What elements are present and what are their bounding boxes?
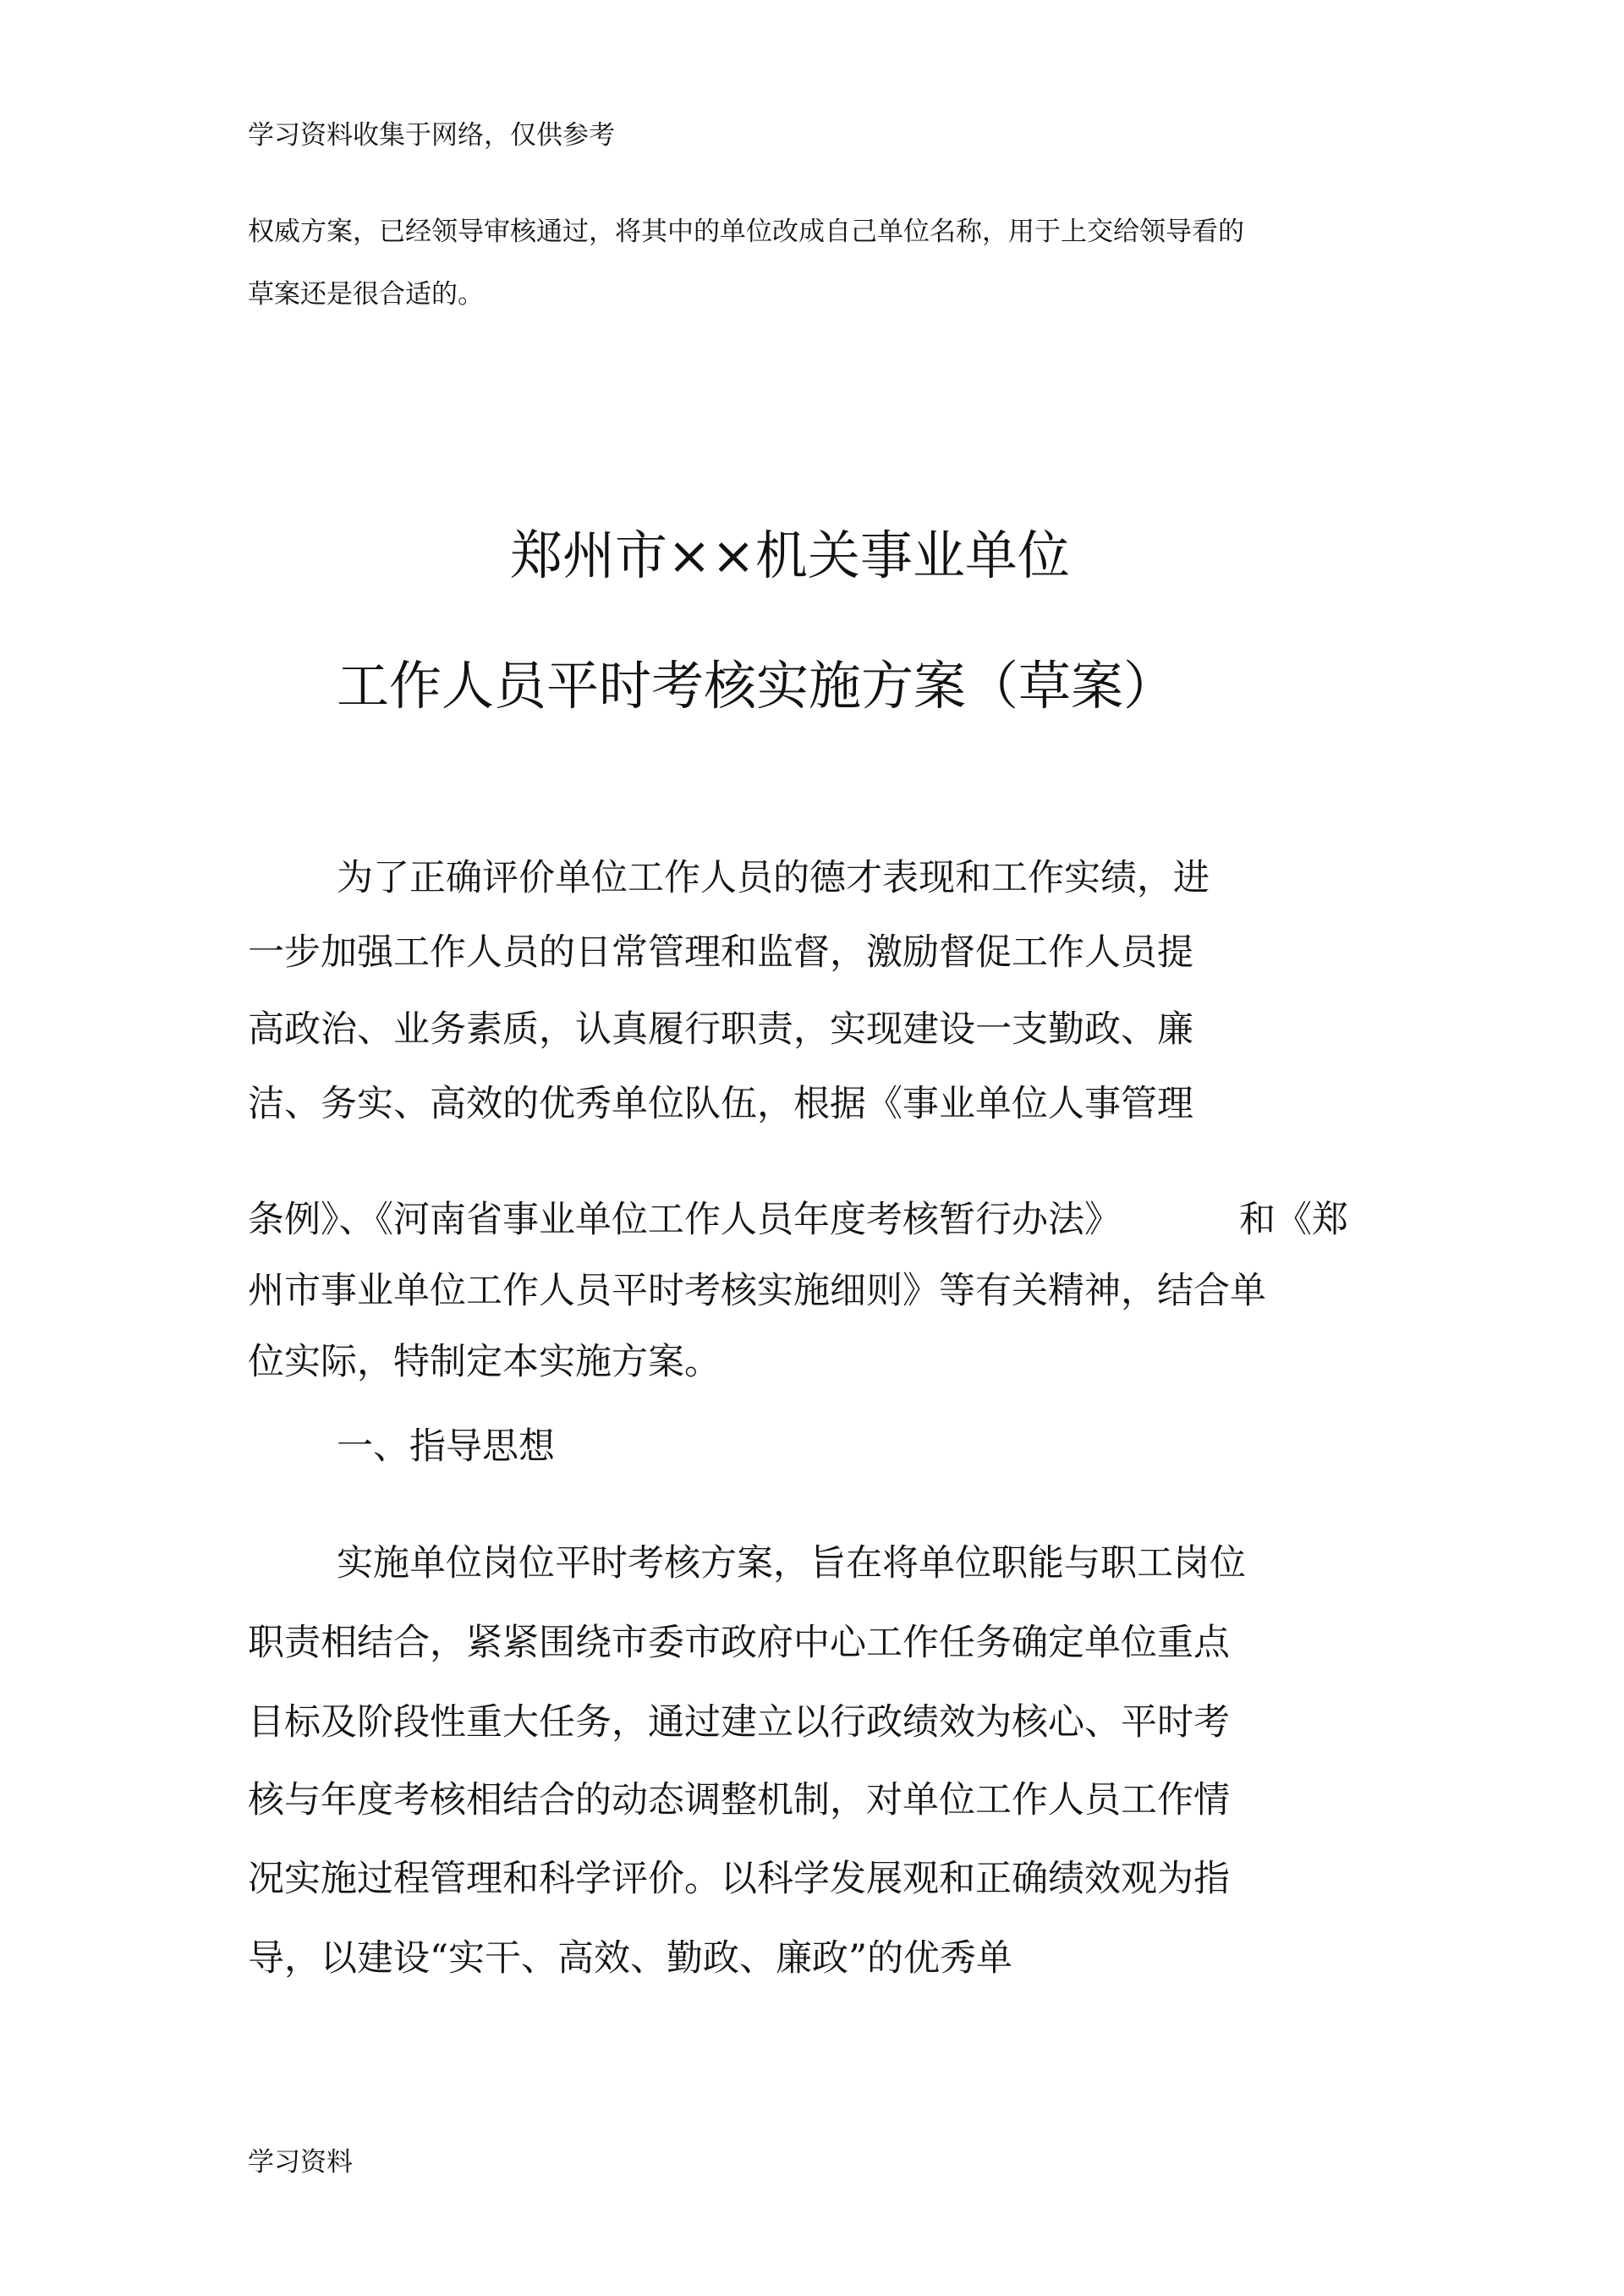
para1-cont-line-1-left: 条例》、《河南省事业单位工作人员年度考核暂行办法》	[248, 1199, 1121, 1241]
para1-line-2: 一步加强工作人员的日常管理和监督，激励督促工作人员提	[248, 931, 1193, 974]
para2-line-6: 导，以建设“实干、高效、勤政、廉政”的优秀单	[248, 1937, 1012, 1980]
para1-cont-line-3: 位实际，特制定本实施方案。	[248, 1341, 721, 1383]
para2-line-1: 实施单位岗位平时考核方案，旨在将单位职能与职工岗位	[337, 1542, 1246, 1585]
para1-line-4: 洁、务实、高效的优秀单位队伍，根据《事业单位人事管理	[248, 1083, 1193, 1125]
para2-line-2: 职责相结合，紧紧围绕市委市政府中心工作任务确定单位重点	[248, 1622, 1230, 1664]
para1-line-3: 高政治、业务素质，认真履行职责，实现建设一支勤政、廉	[248, 1008, 1193, 1051]
para2-line-3: 目标及阶段性重大任务，通过建立以行政绩效为核心、平时考	[248, 1701, 1230, 1744]
page-header-note: 学习资料收集于网络，仅供参考	[248, 120, 615, 151]
document-title-line-1: 郑州市××机关事业单位	[510, 525, 1070, 586]
intro-line-1: 权威方案，已经领导审核通过，将其中的单位改成自己单位名称，用于上交给领导看的	[248, 217, 1244, 247]
page-footer-note: 学习资料	[248, 2147, 353, 2178]
intro-line-2: 草案还是很合适的。	[248, 279, 484, 310]
section-heading-guiding-thought: 一、指导思想	[337, 1425, 555, 1468]
document-title-line-2: 工作人员平时考核实施方案（草案）	[337, 655, 1177, 717]
para1-line-1: 为了正确评价单位工作人员的德才表现和工作实绩，进	[337, 857, 1210, 899]
para2-line-4: 核与年度考核相结合的动态调整机制，对单位工作人员工作情	[248, 1779, 1230, 1821]
para1-cont-line-2: 州市事业单位工作人员平时考核实施细则》等有关精神，结合单	[248, 1270, 1266, 1312]
para1-cont-line-1	[248, 1196, 1348, 1244]
para2-line-5: 况实施过程管理和科学评价。以科学发展观和正确绩效观为指	[248, 1858, 1230, 1900]
para1-cont-line-1-right: 和《郑	[1239, 1199, 1348, 1241]
